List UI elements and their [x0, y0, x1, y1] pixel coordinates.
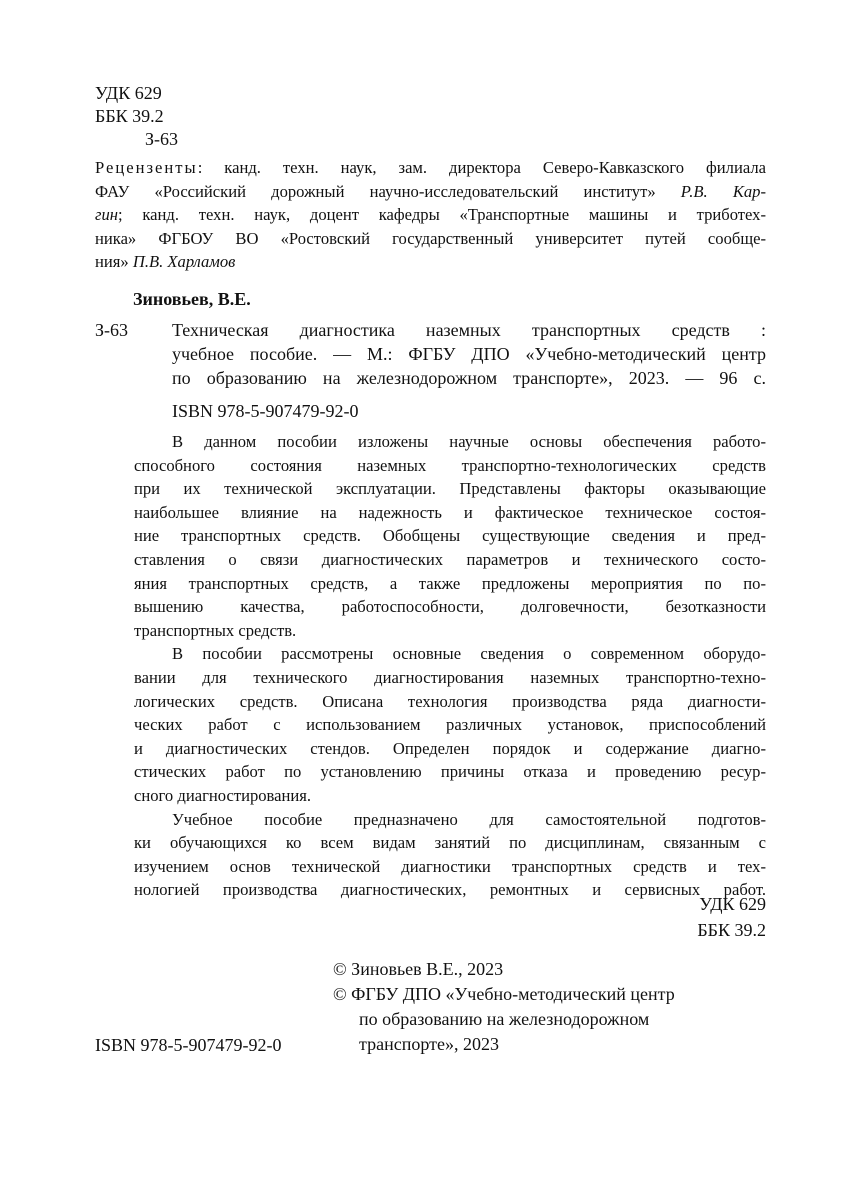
- citation-line: Техническая диагностика наземных транспортных средств :: [172, 320, 766, 340]
- abstract-line: яния транспортных средств, а также предложены мероприятия по по-: [134, 573, 766, 593]
- author-heading: [133, 289, 251, 310]
- bbk-code: ББК 39.2: [95, 106, 164, 126]
- copyright-line: по образованию на железнодорожном: [359, 1009, 650, 1029]
- abstract-line: нологией производства диагностических, ремонтных и сервисных работ.: [134, 880, 766, 900]
- abstract-line: наибольшее влияние на надежность и фактическое техническое состоя-: [134, 502, 766, 522]
- abstract-paragraph: [134, 808, 766, 902]
- abstract-line: Учебное пособие предназначено для самостоятельной подготов-: [172, 809, 766, 829]
- bbk-code: ББК 39.2: [697, 920, 766, 940]
- abstract-line: ние транспортных средств. Обобщены существующие сведения и пред-: [134, 526, 766, 546]
- reviewers-line: ; канд. техн. наук, доцент кафедры «Транспортные машины и триботех-: [118, 205, 766, 225]
- abstract-line: стических работ по установлению причины отказа и проведению ресур-: [134, 762, 766, 782]
- bibliographic-citation: [172, 318, 766, 390]
- classification-right: [697, 891, 766, 943]
- isbn-inline: ISBN 978-5-907479-92-0: [172, 401, 359, 421]
- reviewers-block: [95, 156, 766, 274]
- abstract-line: сного диагностирования.: [134, 785, 312, 805]
- abstract-line: изучением основ технической диагностики транспортных средств и тех-: [134, 856, 766, 876]
- copyright-line: транспорте», 2023: [359, 1034, 499, 1054]
- isbn-bottom: ISBN 978-5-907479-92-0: [95, 1035, 282, 1055]
- citation-line: по образованию на железнодорожном транспорте», 2023. — 96 с.: [172, 368, 766, 388]
- abstract-line: ческих работ с использованием различных установок, приспособлений: [134, 715, 766, 735]
- author-name: Зиновьев, В.Е.: [133, 289, 251, 309]
- copyright-line: © ФГБУ ДПО «Учебно-методический центр: [333, 984, 675, 1004]
- abstract-line: вышению качества, работоспособности, долговечности, безотказности: [134, 597, 766, 617]
- abstract-line: В данном пособии изложены научные основы обеспечения работо-: [172, 432, 766, 451]
- citation-line: учебное пособие. — М.: ФГБУ ДПО «Учебно-методический центр: [172, 344, 766, 364]
- abstract-line: способного состояния наземных транспортно-технологических средств: [134, 455, 766, 475]
- reviewer-name: гин: [95, 205, 119, 225]
- udk-code: УДК 629: [95, 83, 162, 103]
- reviewers-line: ника» ФГБОУ ВО «Ростовский государственный университет путей сообще-: [95, 228, 766, 248]
- abstract-line: транспортных средств.: [134, 620, 297, 640]
- abstract-line: и диагностических стендов. Определен порядок и содержание диагно-: [134, 738, 766, 758]
- copyright-block: [333, 957, 675, 1057]
- abstract-line: вании для технического диагностирования наземных транспортно-техно-: [134, 667, 766, 687]
- copyright-line: © Зиновьев В.Е., 2023: [333, 959, 504, 979]
- abstract-line: ки обучающихся ко всем видам занятий по дисциплинам, связанным с: [134, 833, 766, 853]
- reviewer-name: П.В. Харламов: [132, 252, 236, 272]
- reviewers-line: ния»: [95, 252, 133, 272]
- reviewers-line: : канд. техн. наук, зам. директора Северо-Кавказского филиала: [197, 158, 766, 177]
- abstract-line: при их технической эксплуатации. Представлены факторы оказывающие: [134, 479, 766, 499]
- abstract-paragraph: [134, 642, 766, 807]
- catalog-code: З-63: [95, 320, 129, 340]
- classification-top: [95, 82, 178, 151]
- abstract-line: В пособии рассмотрены основные сведения о современном оборудо-: [172, 644, 766, 664]
- author-sign-code: З-63: [145, 129, 179, 149]
- abstract-line: логических средств. Описана технология производства ряда диагности-: [134, 691, 766, 711]
- udk-code: УДК 629: [699, 894, 766, 914]
- abstract: [134, 430, 766, 902]
- reviewers-line: ФАУ «Российский дорожный научно-исследовательский институт»: [95, 181, 681, 201]
- reviewer-name: Р.В. Кар-: [680, 181, 766, 201]
- abstract-paragraph: [134, 430, 766, 642]
- abstract-line: ставления о связи диагностических параметров и технического состо-: [134, 549, 766, 569]
- reviewers-label: Рецензенты: [95, 158, 198, 177]
